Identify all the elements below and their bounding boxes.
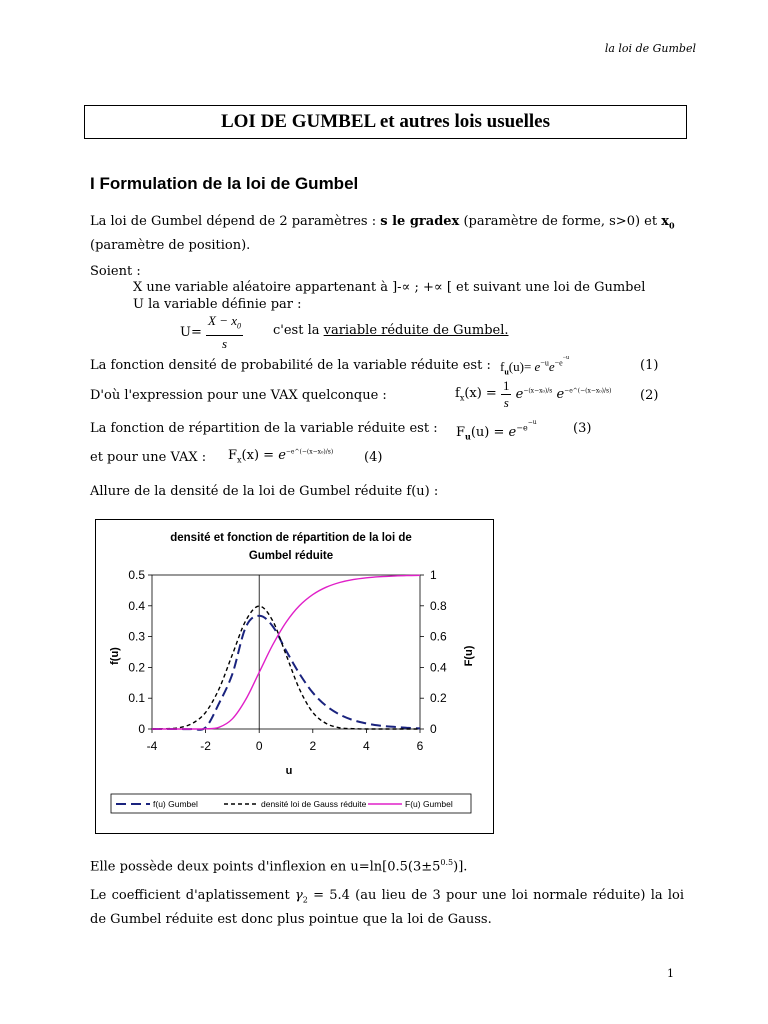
y-left-tick-label: 0 (138, 722, 145, 736)
eq4-e: e (278, 448, 286, 463)
running-header: la loi de Gumbel (604, 42, 696, 55)
y-left-tick-label: 0.2 (128, 660, 145, 675)
eq2-frac-den: s (503, 395, 509, 410)
eq4-lhs-sub: x (237, 455, 242, 465)
y-right-tick-label: 0.6 (430, 629, 447, 644)
legend-label-1: f(u) Gumbel (153, 799, 198, 809)
y-right-axis-label: F(u) (463, 645, 475, 667)
eq2-e1-exp: −(x−x₀)/s (523, 387, 553, 395)
eq1-e1-exp: −u (540, 358, 549, 368)
u-num-subscript: 0 (236, 321, 241, 331)
gumbel-chart (96, 520, 493, 833)
eq4-e-exp: −e^(−(x−x₀)/s) (285, 448, 334, 456)
eq4-text: et pour une VAX : (90, 450, 207, 465)
soient-x-line: X une variable aléatoire appartenant à ]-∝ ; +∝ [ et suivant une loi de Gumbel (133, 280, 646, 295)
x-axis-label: u (285, 765, 293, 777)
eq4-lhs-arg: (x) = (241, 448, 275, 463)
legend-label-2: densité loi de Gauss réduite (261, 799, 367, 809)
u-fraction-denominator: s (221, 335, 228, 351)
aplat-text-b: = 5.4 (au lieu de 3 pour une loi normale réduite) la loi de Gumbel réduite est donc plus pointue que la loi de Gauss. (90, 888, 685, 927)
y-left-tick-label: 0.5 (128, 568, 145, 582)
eq3-lhs-sub: u (465, 431, 471, 442)
y-right-tick-label: 0.8 (430, 598, 447, 613)
reduced-variable-comment (273, 323, 509, 338)
eq3-lhs-arg: (u) = (470, 425, 505, 440)
x-tick-label: -4 (146, 739, 158, 753)
u-num-text: X − x (208, 313, 237, 328)
aplat-text-a: Le coefficient d'aplatissement (90, 888, 295, 903)
y-left-tick-label: 0.1 (128, 691, 145, 706)
eq1-e2-exp: −e (554, 358, 563, 368)
chart-title-line-2: Gumbel réduite (248, 550, 334, 562)
eq2-lhs-sub: x (459, 393, 465, 403)
chart-frame (95, 519, 494, 834)
intro-text-c: (paramètre de forme, s>0) et (459, 214, 662, 229)
x-tick-label: 4 (363, 739, 370, 753)
eq1-e2-exp-exp: −u (562, 355, 570, 361)
eq2-frac-num: 1 (502, 378, 510, 393)
eq2-e2: e (556, 387, 565, 402)
eq2-text: D'où l'expression pour une VAX quelconque : (90, 388, 387, 403)
gamma-symbol: γ (294, 888, 303, 903)
x-tick-label: -2 (200, 739, 211, 753)
eq2-e2-exp: −e^(−(x−x₀)/s) (564, 387, 612, 395)
inflexion-paragraph (90, 853, 684, 876)
intro-text-f: (paramètre de position). (90, 237, 251, 253)
eq3-formula (456, 419, 537, 442)
eq1-formula (500, 355, 569, 377)
eq2-lhs: f (455, 386, 460, 402)
eq1-number: (1) (640, 358, 659, 373)
eq4-number: (4) (364, 450, 383, 465)
inflexion-text-a: Elle possède deux points d'inflexion en u=ln[0.5(3±5 (90, 859, 441, 875)
u-fraction-numerator (206, 313, 243, 336)
eq3-text: La fonction de répartition de la variable réduite est : (90, 421, 438, 436)
x-tick-label: 6 (416, 739, 424, 753)
eq3-e: e (508, 425, 517, 440)
chart-title-line-1: densité et fonction de répartition de la loi de (170, 532, 412, 544)
eq4-lhs: F (228, 448, 238, 463)
eq1-lhs: f (500, 359, 505, 374)
eq1-e2: e (548, 359, 555, 374)
comment-underlined: variable réduite de Gumbel. (323, 323, 509, 338)
eq1-text: La fonction densité de probabilité de la variable réduite est : (90, 358, 491, 373)
eq2-exps (516, 387, 612, 402)
section-heading: I Formulation de la loi de Gumbel (90, 174, 359, 193)
y-right-tick-label: 1 (430, 568, 437, 582)
intro-paragraph (90, 212, 684, 255)
soient-u-line: U la variable définie par : (133, 297, 302, 312)
eq1-lhs-arg: (u)= (508, 359, 532, 374)
eq2-e1: e (515, 387, 524, 402)
eq3-lhs: F (456, 425, 466, 440)
inflexion-text-b: )]. (453, 859, 468, 875)
inflexion-exponent: 0.5 (440, 858, 454, 867)
y-right-tick-label: 0 (430, 722, 437, 736)
eq2-number: (2) (640, 388, 659, 403)
eq2-lhs-arg: (x) = (464, 386, 497, 402)
eq1-e1: e (534, 359, 541, 374)
series-line-1 (152, 616, 420, 730)
gamma-subscript: 2 (302, 895, 308, 905)
x0-term (661, 214, 674, 229)
page-number: 1 (667, 967, 674, 980)
allure-text: Allure de la densité de la loi de Gumbel réduite f(u) : (90, 484, 439, 499)
y-left-axis-label: f(u) (109, 647, 121, 665)
legend-label-3: F(u) Gumbel (405, 799, 453, 809)
gradex-term: s le gradex (380, 214, 460, 229)
y-left-tick-label: 0.4 (128, 598, 145, 613)
y-left-tick-label: 0.3 (128, 629, 145, 644)
eq3-e-exp: −e (516, 423, 528, 433)
page-title: LOI DE GUMBEL et autres lois usuelles (84, 105, 687, 139)
y-right-tick-label: 0.2 (430, 691, 447, 706)
eq3-e-exp-exp: −u (527, 419, 537, 426)
x-tick-label: 0 (255, 739, 263, 753)
aplatissement-paragraph (90, 886, 684, 929)
eq3-number: (3) (573, 421, 592, 436)
x-tick-label: 2 (309, 739, 317, 753)
u-fraction (206, 313, 243, 352)
eq2-formula (455, 378, 611, 411)
eq1-lhs-sub: u (504, 367, 509, 377)
comment-prefix: c'est la (273, 323, 324, 338)
series-line-2 (152, 606, 420, 729)
eq2-fraction (501, 378, 512, 411)
reduced-variable-equation (180, 313, 243, 352)
intro-text-a: La loi de Gumbel dépend de 2 paramètres : (90, 214, 381, 229)
eq2-lhs-wrap (455, 386, 497, 401)
soient-label: Soient : (90, 264, 141, 279)
x0-letter: x (661, 214, 669, 229)
x0-subscript: 0 (668, 220, 675, 231)
eq4-formula (228, 448, 333, 465)
y-right-tick-label: 0.4 (430, 660, 447, 675)
u-equals: U= (180, 324, 202, 340)
